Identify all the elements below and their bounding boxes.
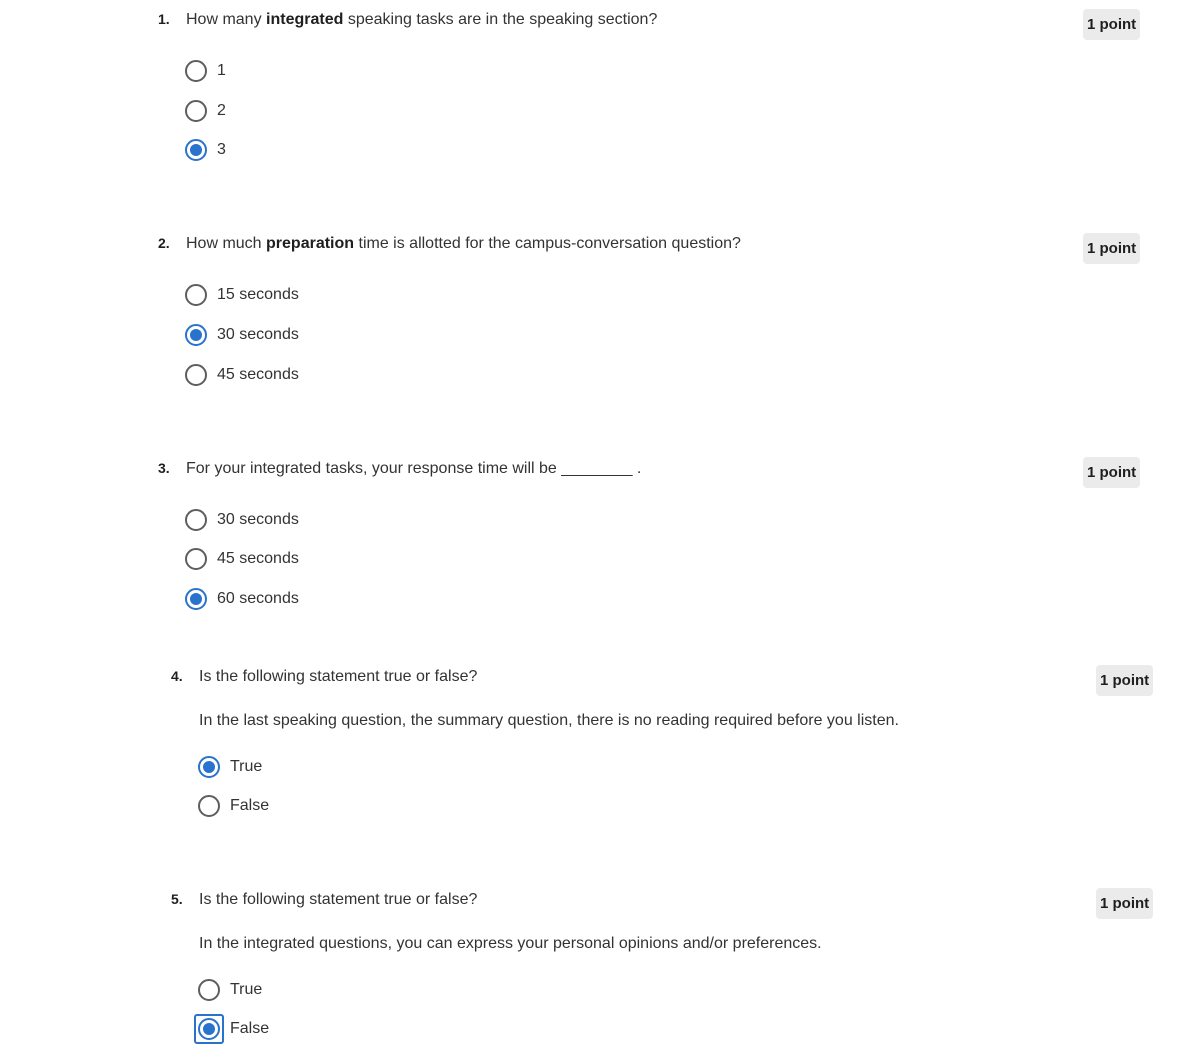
radio-unchecked-icon[interactable]: [185, 364, 207, 386]
option-radio[interactable]: [185, 362, 299, 388]
option-label: False: [230, 797, 270, 814]
focus-ring[interactable]: [194, 1014, 224, 1044]
question-statement: In the last speaking question, the summary question, there is no reading required before you listen.: [199, 712, 899, 729]
points-badge: 1 point: [1083, 457, 1140, 488]
option-label: True: [230, 758, 263, 775]
question-number: 5.: [171, 891, 183, 907]
option-label: 30 seconds: [217, 511, 299, 528]
option-radio[interactable]: [185, 507, 299, 533]
radio-checked-icon[interactable]: [185, 324, 207, 346]
option-label: 45 seconds: [217, 550, 299, 567]
points-badge: 1 point: [1096, 888, 1153, 919]
radio-unchecked-icon[interactable]: [185, 509, 207, 531]
radio-unchecked-icon[interactable]: [198, 795, 220, 817]
question-number: 3.: [158, 460, 170, 476]
option-label: 45 seconds: [217, 366, 299, 383]
question-text: How many integrated speaking tasks are in the speaking section?: [186, 11, 658, 28]
question-number: 4.: [171, 668, 183, 684]
points-badge: 1 point: [1083, 233, 1140, 264]
option-radio-selected[interactable]: [185, 322, 299, 348]
option-radio[interactable]: [185, 546, 299, 572]
option-label: 15 seconds: [217, 286, 299, 303]
option-label: True: [230, 981, 263, 998]
option-label: False: [230, 1020, 270, 1037]
option-radio[interactable]: [185, 282, 299, 308]
option-radio-selected[interactable]: [185, 137, 226, 163]
question-text: Is the following statement true or false?: [199, 891, 478, 908]
option-label: 2: [217, 102, 226, 119]
radio-unchecked-icon[interactable]: [198, 979, 220, 1001]
option-label: 60 seconds: [217, 590, 299, 607]
radio-checked-icon[interactable]: [185, 588, 207, 610]
radio-unchecked-icon[interactable]: [185, 548, 207, 570]
radio-checked-icon[interactable]: [185, 139, 207, 161]
points-badge: 1 point: [1083, 9, 1140, 40]
option-radio-selected[interactable]: [185, 586, 299, 612]
option-radio-selected[interactable]: [198, 754, 262, 780]
question-text: Is the following statement true or false?: [199, 668, 478, 685]
radio-checked-icon[interactable]: [198, 1018, 220, 1040]
option-radio[interactable]: [198, 977, 262, 1003]
radio-unchecked-icon[interactable]: [185, 60, 207, 82]
option-label: 3: [217, 141, 226, 158]
question-text: How much preparation time is allotted for the campus-conversation question?: [186, 235, 741, 252]
option-radio[interactable]: [185, 98, 226, 124]
radio-checked-icon[interactable]: [198, 756, 220, 778]
radio-unchecked-icon[interactable]: [185, 284, 207, 306]
question-text: For your integrated tasks, your response time will be ________ .: [186, 460, 642, 477]
question-statement: In the integrated questions, you can express your personal opinions and/or preferences.: [199, 935, 822, 952]
question-number: 1.: [158, 11, 170, 27]
option-label: 30 seconds: [217, 326, 299, 343]
points-badge: 1 point: [1096, 665, 1153, 696]
radio-unchecked-icon[interactable]: [185, 100, 207, 122]
option-radio-selected-focused[interactable]: [198, 1016, 269, 1042]
option-label: 1: [217, 62, 226, 79]
option-radio[interactable]: [198, 793, 269, 819]
option-radio[interactable]: [185, 58, 226, 84]
question-number: 2.: [158, 235, 170, 251]
